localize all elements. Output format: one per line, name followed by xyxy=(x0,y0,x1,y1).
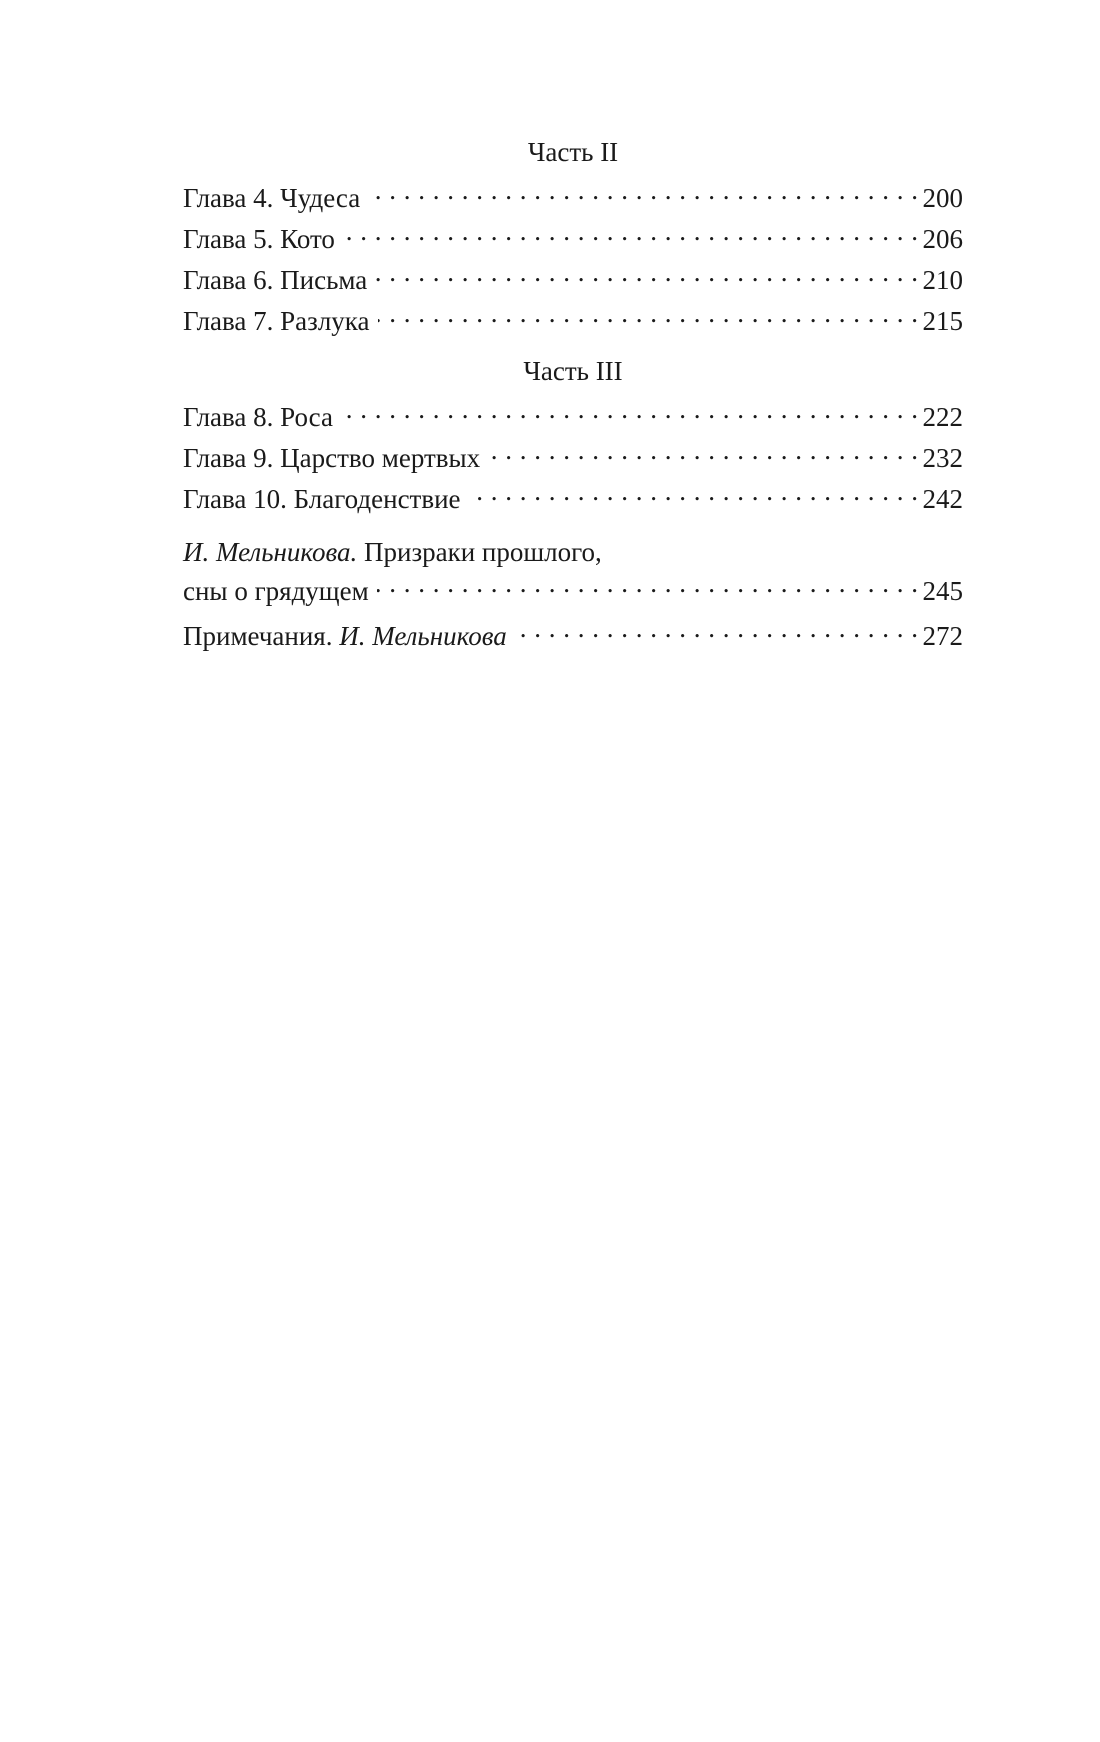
toc-entry-title xyxy=(183,619,507,653)
toc-entry-afterword[interactable] xyxy=(183,566,963,606)
toc-entry-chapter-8[interactable] xyxy=(183,392,963,432)
dot-leader xyxy=(515,611,919,645)
toc-entry-page: 245 xyxy=(922,576,963,606)
toc-entry-page: 272 xyxy=(922,621,963,651)
dot-leader xyxy=(375,255,918,289)
toc-entry-page: 242 xyxy=(922,484,963,514)
toc-entry-chapter-4[interactable] xyxy=(183,173,963,213)
toc-entry-title: Глава 6. Письма xyxy=(183,265,368,295)
dot-leader xyxy=(343,214,919,248)
toc-entry-title: Глава 10. Благоденствие xyxy=(183,484,461,514)
dot-leader xyxy=(469,474,919,508)
toc-entry-title: Глава 5. Кото xyxy=(183,224,335,254)
toc-entry-title: Глава 8. Роса xyxy=(183,402,333,432)
notes-title: Примечания. xyxy=(183,621,333,651)
toc-entry-chapter-7[interactable] xyxy=(183,296,963,336)
toc-entry-title: Глава 4. Чудеса xyxy=(183,183,361,213)
notes-author: И. Мельникова xyxy=(339,621,507,651)
toc-entry-page: 222 xyxy=(922,402,963,432)
toc-entry-title: Глава 7. Разлука xyxy=(183,306,370,336)
part-3-heading: Часть III xyxy=(523,356,623,386)
toc-entry-chapter-9[interactable] xyxy=(183,433,963,473)
dot-leader xyxy=(368,173,918,207)
afterword-title-line2: сны о грядущем xyxy=(183,576,369,606)
toc-entry-page: 206 xyxy=(922,224,963,254)
toc-entry-chapter-6[interactable] xyxy=(183,255,963,295)
toc-entry-page: 200 xyxy=(922,183,963,213)
toc-entry-chapter-10[interactable] xyxy=(183,474,963,514)
dot-leader xyxy=(488,433,918,467)
dot-leader xyxy=(378,296,919,330)
toc-entry-page: 210 xyxy=(922,265,963,295)
toc-entry-title: Глава 9. Царство мертвых xyxy=(183,443,481,473)
toc-entry-page: 232 xyxy=(922,443,963,473)
toc-entry-chapter-5[interactable] xyxy=(183,214,963,254)
toc-entry-afterword-line1[interactable] xyxy=(183,535,602,569)
toc-entry-notes[interactable] xyxy=(183,611,963,651)
afterword-author: И. Мельникова. xyxy=(183,537,358,567)
toc-entry-page: 215 xyxy=(922,306,963,336)
dot-leader xyxy=(377,566,919,600)
dot-leader xyxy=(341,392,919,426)
part-2-heading: Часть II xyxy=(527,137,619,167)
afterword-title-line1: Призраки прошлого, xyxy=(364,537,602,567)
